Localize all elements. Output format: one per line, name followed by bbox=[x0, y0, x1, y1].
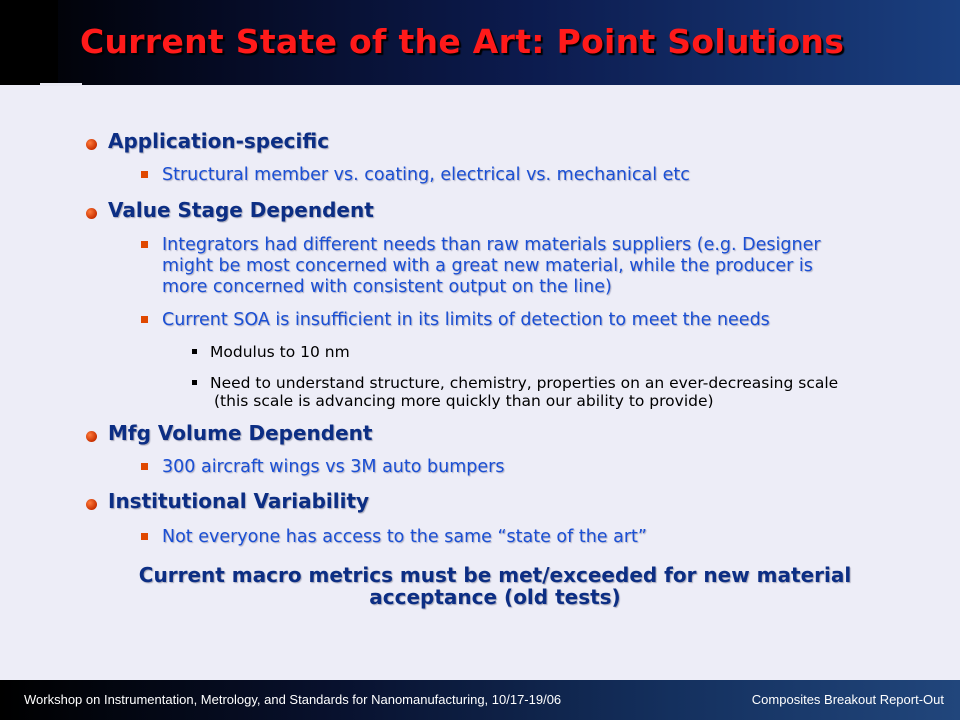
sub-sub-bullet-structure: Need to understand structure, chemistry, properties on an ever-decreasing scale (this scale is advancing more quickly than our ability to provide) bbox=[210, 374, 839, 410]
small-square-bullet-icon bbox=[192, 349, 197, 354]
square-bullet-icon bbox=[141, 463, 148, 470]
title-bar bbox=[0, 0, 960, 85]
footer-report: Composites Breakout Report-Out bbox=[751, 692, 944, 707]
corner-block bbox=[0, 0, 58, 85]
slide-content bbox=[0, 85, 960, 680]
sub-bullet-integrators: Integrators had different needs than raw materials suppliers (e.g. Designer might be most concerned with a great new material, while the producer is more concerned with consistent output on the line) bbox=[162, 235, 821, 297]
square-bullet-icon bbox=[141, 241, 148, 248]
bullet-dot-icon bbox=[86, 139, 97, 150]
sub-bullet-aircraft: 300 aircraft wings vs 3M auto bumpers bbox=[162, 457, 505, 477]
sub-bullet-current-soa: Current SOA is insufficient in its limits of detection to meet the needs bbox=[162, 310, 770, 330]
small-square-bullet-icon bbox=[192, 380, 197, 385]
slide-title: Current State of the Art: Point Solutions bbox=[80, 22, 845, 61]
bullet-dot-icon bbox=[86, 208, 97, 219]
square-bullet-icon bbox=[141, 171, 148, 178]
footer-bar bbox=[0, 680, 960, 720]
bullet-mfg-volume: Mfg Volume Dependent bbox=[108, 421, 373, 445]
bullet-dot-icon bbox=[86, 499, 97, 510]
footer-workshop: Workshop on Instrumentation, Metrology, and Standards for Nanomanufacturing, 10/17-19/06 bbox=[24, 692, 562, 707]
square-bullet-icon bbox=[141, 316, 148, 323]
sub-sub-bullet-modulus: Modulus to 10 nm bbox=[210, 343, 350, 361]
sub-bullet-not-everyone: Not everyone has access to the same “state of the art” bbox=[162, 527, 647, 547]
bullet-application-specific: Application-specific bbox=[108, 129, 330, 153]
conclusion-text: Current macro metrics must be met/exceeded for new material acceptance (old tests) bbox=[138, 563, 852, 609]
square-bullet-icon bbox=[141, 533, 148, 540]
sub-bullet-structural: Structural member vs. coating, electrical vs. mechanical etc bbox=[162, 165, 690, 185]
bullet-institutional: Institutional Variability bbox=[108, 489, 370, 513]
bullet-dot-icon bbox=[86, 431, 97, 442]
bullet-value-stage: Value Stage Dependent bbox=[108, 198, 374, 222]
